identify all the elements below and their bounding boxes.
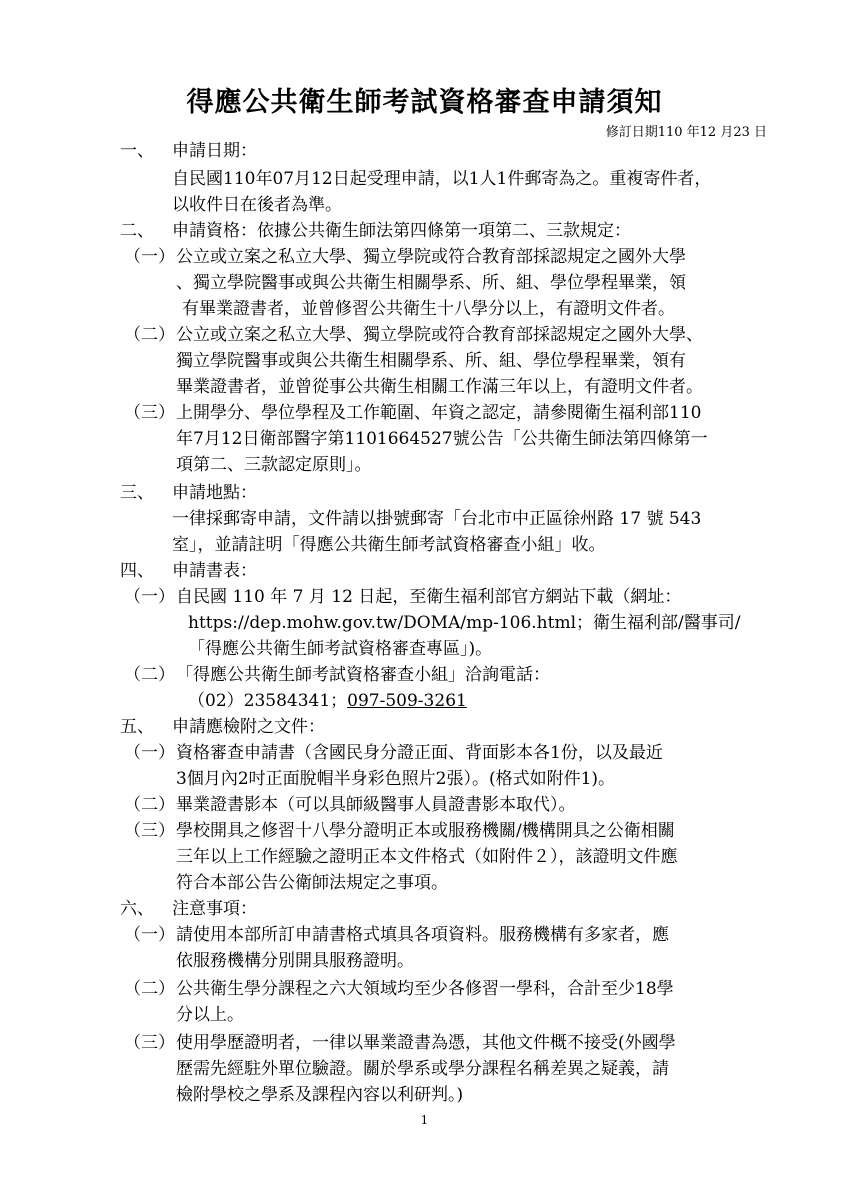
section-1-line-2: 以收件日在後者為準。 bbox=[172, 195, 342, 215]
section-6-item-2-mark: （二） bbox=[124, 979, 175, 999]
section-2-item-2-line-1: 公立或立案之私立大學、獨立學院或符合教育部採認規定之國外大學、 bbox=[176, 325, 703, 345]
section-3-line-2: 室」，並請註明「得應公共衛生師考試資格審查小組」收。 bbox=[172, 535, 606, 555]
section-4-item-2-mark: （二） bbox=[124, 665, 175, 685]
section-6-item-1-line-2: 依服務機構分別開具服務證明。 bbox=[176, 951, 414, 971]
section-2-item-1-line-2: 、獨立學院醫事或與公共衛生相關學系、所、組、學位學程畢業，領 bbox=[176, 273, 686, 293]
section-2-mark: 二、 bbox=[120, 221, 154, 241]
section-4-item-2-phone-line bbox=[188, 688, 467, 714]
phone-mobile-link[interactable]: 097-509-3261 bbox=[347, 691, 467, 711]
section-5-item-1-line-2: 3個月內2吋正面脫帽半身彩色照片2張）。(格式如附件1)。 bbox=[176, 769, 616, 789]
section-2-item-3-line-2: 年7月12日衛部醫字第1101664527號公告「公共衛生師法第四條第一 bbox=[176, 429, 708, 449]
section-1-heading: 申請日期： bbox=[172, 141, 257, 161]
section-4-heading: 申請書表： bbox=[172, 561, 257, 581]
section-2-item-3-line-3: 項第二、三款認定原則」。 bbox=[176, 455, 372, 475]
section-5-item-3-line-3: 符合本部公告公衛師法規定之事項。 bbox=[176, 873, 448, 893]
phone-prefix: （02）23584341； bbox=[188, 691, 348, 711]
section-2-heading: 申請資格：依據公共衛生師法第四條第一項第二、三款規定： bbox=[172, 221, 631, 241]
section-4-item-2-line-1: 「得應公共衛生師考試資格審查小組」洽詢電話： bbox=[176, 665, 550, 685]
section-6-mark: 六、 bbox=[120, 899, 154, 919]
section-2-item-1-line-1: 公立或立案之私立大學、獨立學院或符合教育部採認規定之國外大學 bbox=[176, 247, 686, 267]
section-5-item-1-line-1: 資格審查申請書（含國民身分證正面、背面影本各1份，以及最近 bbox=[176, 743, 663, 763]
section-5-item-1-mark: （一） bbox=[124, 743, 175, 763]
section-5-item-3-line-1: 學校開具之修習十八學分證明正本或服務機關/機構開具之公衛相關 bbox=[176, 821, 675, 841]
section-2-item-3-line-1: 上開學分、學位學程及工作範圍、年資之認定，請參閱衛生福利部110 bbox=[176, 403, 702, 423]
section-3-line-1: 一律採郵寄申請，文件請以掛號郵寄「台北市中正區徐州路 17 號 543 bbox=[172, 509, 702, 529]
section-6-item-1-mark: （一） bbox=[124, 925, 175, 945]
section-5-item-2-line-1: 畢業證書影本（可以具師級醫事人員證書影本取代）。 bbox=[176, 795, 576, 815]
section-6-heading: 注意事項： bbox=[172, 899, 257, 919]
section-2-item-2-line-2: 獨立學院醫事或與公共衛生相關學系、所、組、學位學程畢業，領有 bbox=[176, 351, 686, 371]
section-5-heading: 申請應檢附之文件： bbox=[172, 717, 325, 737]
section-6-item-1-line-1: 請使用本部所訂申請書格式填具各項資料。服務機構有多家者，應 bbox=[176, 925, 669, 945]
section-4-item-1-mark: （一） bbox=[124, 587, 175, 607]
section-4-mark: 四、 bbox=[120, 561, 154, 581]
section-4-item-1-line-1: 自民國 110 年 7 月 12 日起，至衛生福利部官方網站下載（網址： bbox=[176, 587, 682, 607]
section-6-item-3-mark: （三） bbox=[124, 1033, 175, 1053]
section-1-mark: 一、 bbox=[120, 141, 154, 161]
section-6-item-2-line-2: 分以上。 bbox=[176, 1005, 244, 1025]
page-title: 得應公共衛生師考試資格審查申請須知 bbox=[186, 87, 663, 118]
section-2-item-1-mark: （一） bbox=[124, 247, 175, 267]
section-5-item-2-mark: （二） bbox=[124, 795, 175, 815]
section-1-line-1: 自民國110年07月12日起受理申請，以1人1件郵寄為之。重複寄件者， bbox=[172, 169, 712, 189]
section-2-item-3-mark: （三） bbox=[124, 403, 175, 423]
section-5-item-3-line-2: 三年以上工作經驗之證明正本文件格式（如附件２），該證明文件應 bbox=[176, 847, 678, 867]
section-2-item-1-line-3: 有畢業證書者，並曾修習公共衛生十八學分以上，有證明文件者。 bbox=[182, 299, 675, 319]
section-6-item-3-line-2: 歷需先經駐外單位驗證。關於學系或學分課程名稱差異之疑義，請 bbox=[176, 1059, 669, 1079]
section-6-item-3-line-3: 檢附學校之學系及課程內容以利研判。) bbox=[176, 1085, 464, 1105]
revision-date: 修訂日期110 年12 月23 日 bbox=[605, 125, 767, 140]
section-6-item-2-line-1: 公共衛生學分課程之六大領域均至少各修習一學科，合計至少18學 bbox=[176, 979, 674, 999]
section-6-item-3-line-1: 使用學歷證明者，一律以畢業證書為憑，其他文件概不接受(外國學 bbox=[176, 1033, 676, 1053]
section-5-item-3-mark: （三） bbox=[124, 821, 175, 841]
section-2-item-2-mark: （二） bbox=[124, 325, 175, 345]
section-3-mark: 三、 bbox=[120, 483, 154, 503]
section-3-heading: 申請地點： bbox=[172, 483, 257, 503]
section-2-item-2-line-3: 畢業證書者，並曾從事公共衛生相關工作滿三年以上，有證明文件者。 bbox=[176, 377, 703, 397]
section-5-mark: 五、 bbox=[120, 717, 154, 737]
section-4-item-1-url-line[interactable]: https://dep.mohw.gov.tw/DOMA/mp-106.html；衛生福利部/醫事司/ bbox=[188, 613, 741, 633]
page-number: 1 bbox=[420, 1113, 429, 1127]
section-4-item-1-line-3: 「得應公共衛生師考試資格審查專區」)。 bbox=[188, 639, 493, 659]
